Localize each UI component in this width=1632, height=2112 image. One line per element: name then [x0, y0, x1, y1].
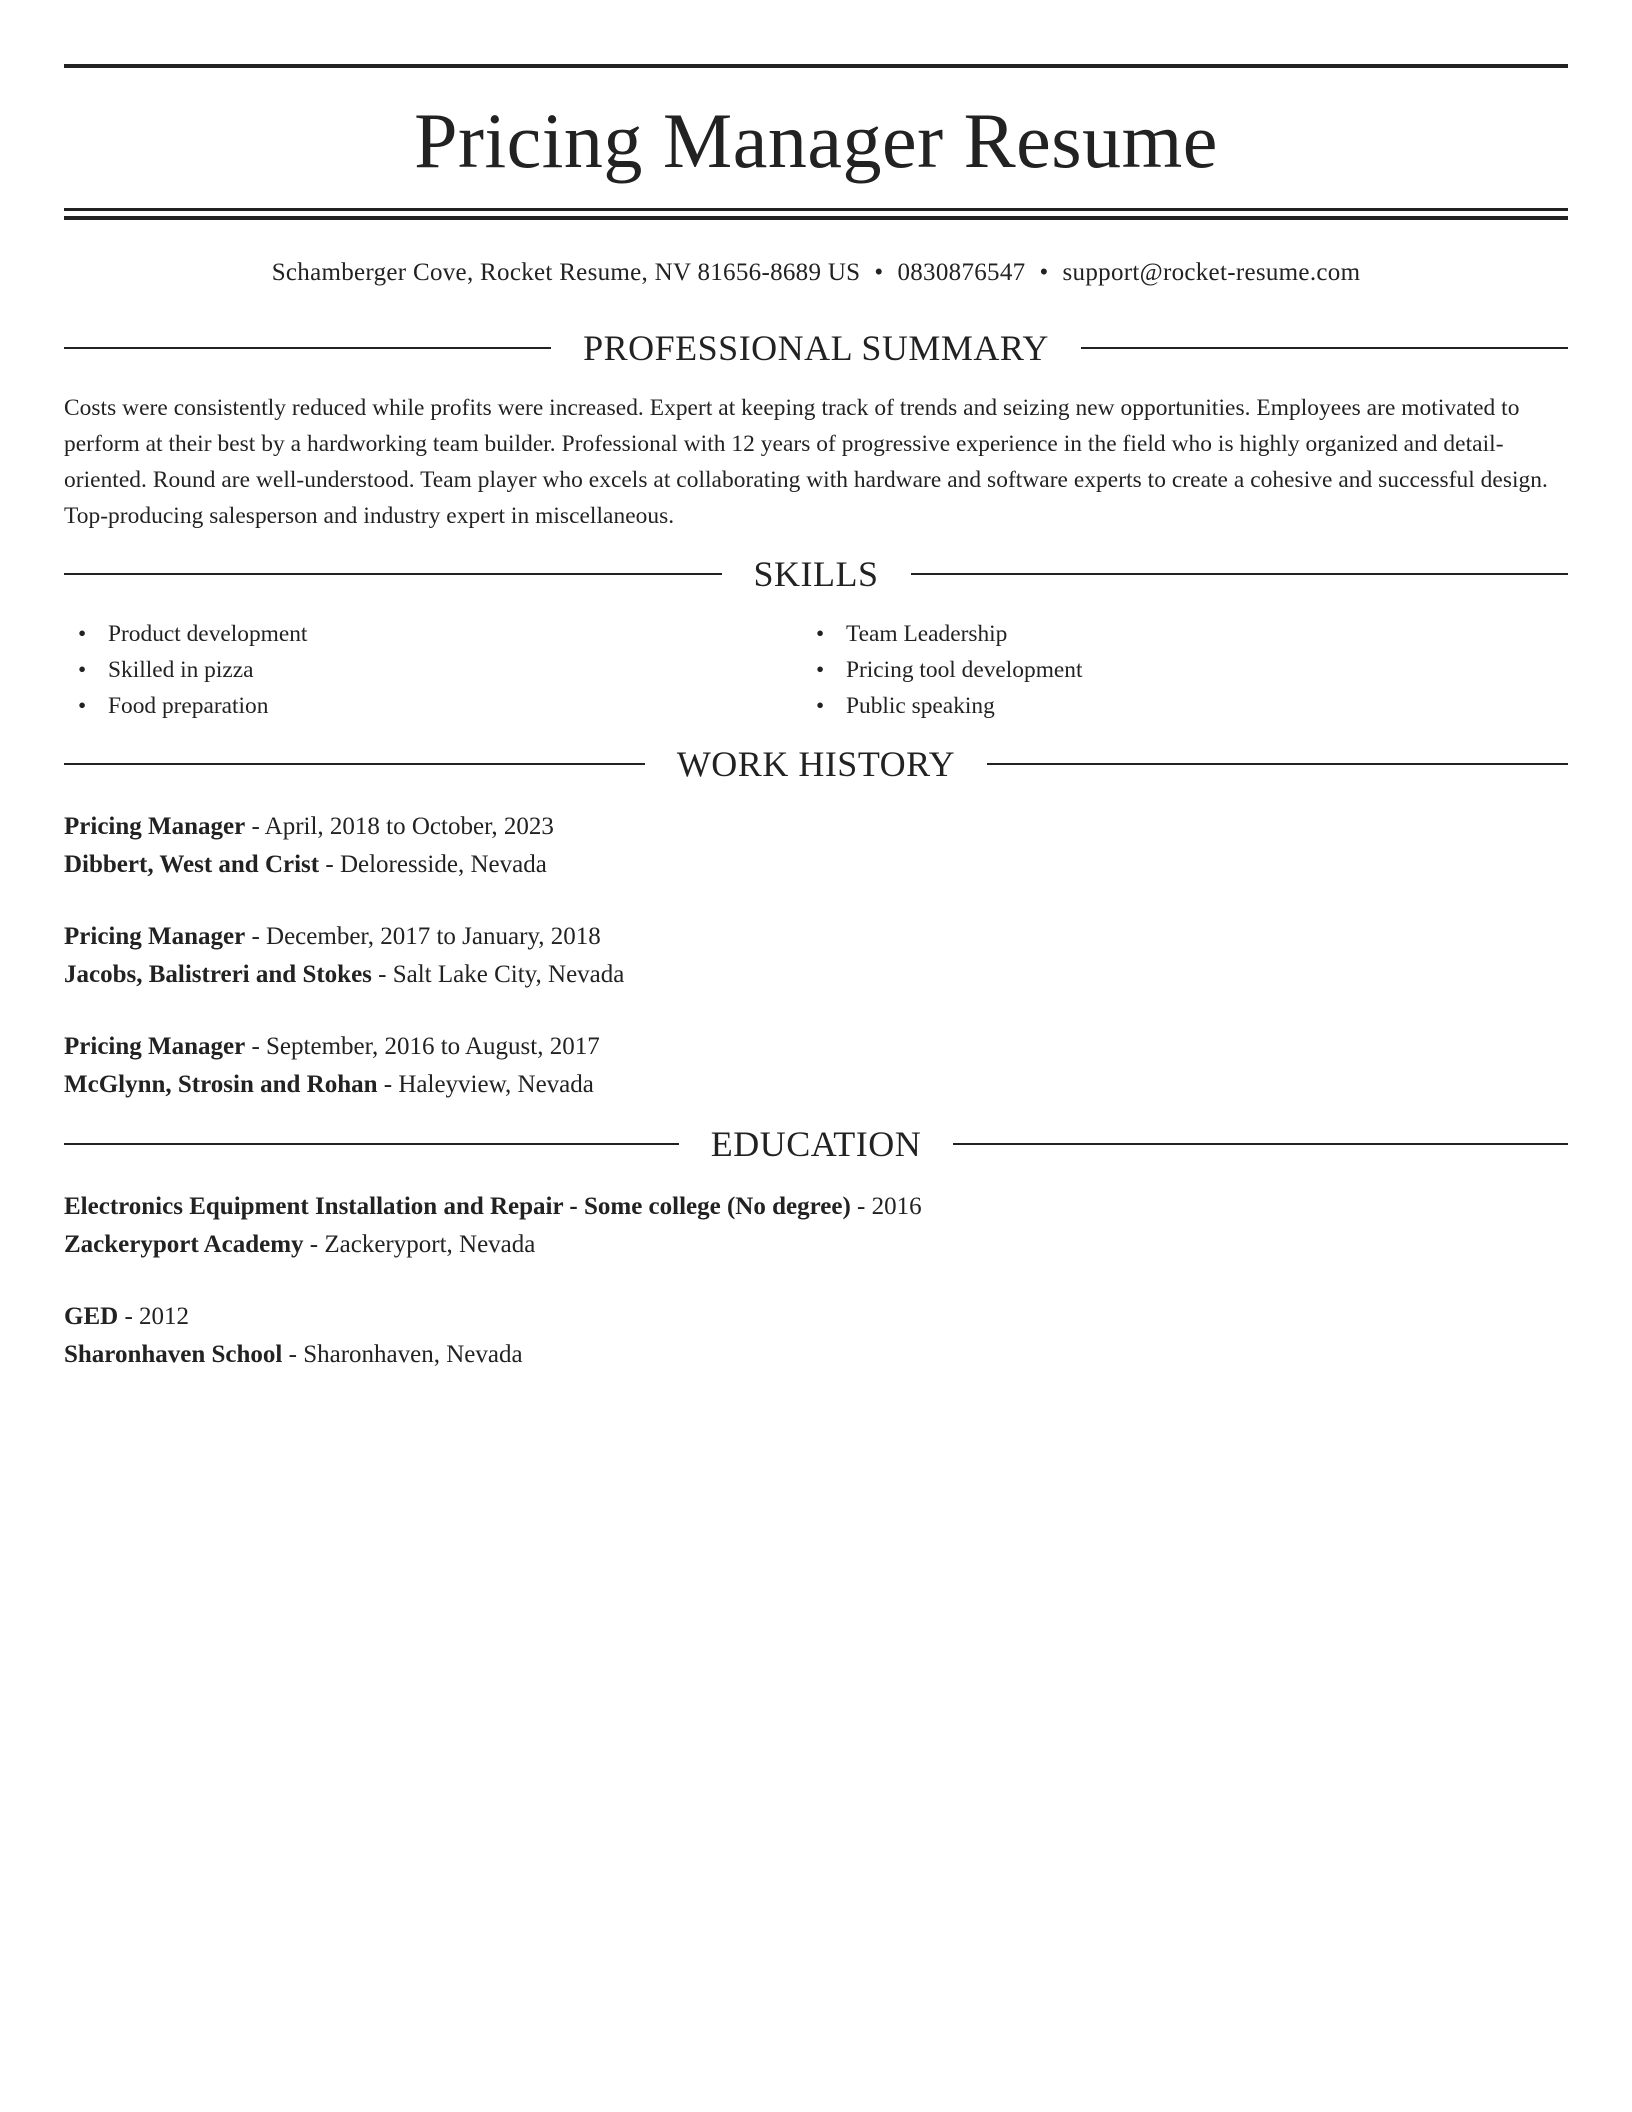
skill-item [64, 616, 816, 652]
dash: - [245, 1033, 267, 1060]
heading-rule-left [64, 573, 722, 575]
summary-heading [64, 328, 1568, 368]
title-double-rule [64, 208, 1568, 220]
heading-rule-right [911, 573, 1569, 575]
skill-item [816, 616, 1568, 652]
job-title: Pricing Manager [64, 1033, 246, 1060]
bullet-icon: • [816, 657, 825, 683]
heading-rule-right [1081, 347, 1568, 349]
education-heading [64, 1124, 1568, 1164]
skills-list [64, 616, 1568, 724]
work-entries [64, 808, 1568, 1104]
contact-separator: • [874, 259, 884, 286]
job-dates: September, 2016 to August, 2017 [266, 1033, 600, 1060]
skills-heading-label: SKILLS [753, 554, 879, 594]
page-title: Pricing Manager Resume [414, 97, 1218, 184]
skill-item [64, 652, 816, 688]
education-entries [64, 1188, 1568, 1374]
degree: GED [64, 1303, 119, 1330]
skills-column-left [64, 616, 816, 724]
job-company-line [64, 1066, 1568, 1104]
job-location: Deloresside, Nevada [339, 851, 547, 878]
degree-line [64, 1298, 1568, 1336]
degree-year: 2016 [871, 1193, 922, 1220]
contact-email: support@rocket-resume.com [1062, 259, 1361, 286]
job-company: Jacobs, Balistreri and Stokes [64, 961, 372, 988]
job-title-line [64, 1028, 1568, 1066]
bullet-icon: • [78, 621, 87, 647]
work-heading-label: WORK HISTORY [676, 744, 956, 784]
heading-rule-right [987, 763, 1568, 765]
summary-heading-label: PROFESSIONAL SUMMARY [583, 328, 1049, 368]
bullet-icon: • [816, 621, 825, 647]
skill-label: Product development [108, 621, 308, 647]
school-location: Zackeryport, Nevada [324, 1231, 536, 1258]
skill-label: Team Leadership [846, 621, 1008, 647]
job-title: Pricing Manager [64, 923, 246, 950]
skill-label: Pricing tool development [846, 657, 1083, 683]
dash: - [282, 1341, 304, 1368]
work-entry [64, 1028, 1568, 1104]
job-dates: April, 2018 to October, 2023 [264, 813, 554, 840]
school-line [64, 1226, 1568, 1264]
degree-line [64, 1188, 1568, 1226]
bullet-icon: • [78, 657, 87, 683]
top-rule [64, 64, 1568, 68]
heading-rule-right [953, 1143, 1568, 1145]
skills-column-right [816, 616, 1568, 724]
job-title-line [64, 808, 1568, 846]
education-entry [64, 1298, 1568, 1374]
dash: - [377, 1071, 399, 1098]
bullet-icon: • [816, 693, 825, 719]
job-company: McGlynn, Strosin and Rohan [64, 1071, 378, 1098]
job-location: Salt Lake City, Nevada [392, 961, 625, 988]
job-location: Haleyview, Nevada [398, 1071, 594, 1098]
skill-label: Public speaking [846, 693, 995, 719]
heading-rule-left [64, 1143, 679, 1145]
degree: Electronics Equipment Installation and Repair - Some college (No degree) [64, 1193, 851, 1220]
dash: - [245, 813, 265, 840]
job-title: Pricing Manager [64, 813, 246, 840]
skill-item [64, 688, 816, 724]
skill-label: Food preparation [108, 693, 269, 719]
dash: - [319, 851, 340, 878]
school-name: Zackeryport Academy [64, 1231, 304, 1258]
work-entry [64, 918, 1568, 994]
heading-rule-left [64, 347, 551, 349]
skill-item [816, 688, 1568, 724]
work-entry [64, 808, 1568, 884]
heading-rule-left [64, 763, 645, 765]
school-name: Sharonhaven School [64, 1341, 283, 1368]
education-heading-label: EDUCATION [710, 1124, 922, 1164]
summary-text: Costs were consistently reduced while profits were increased. Expert at keeping track of trends and seizing new opportunities. Employees are motivated to perform at their best by a hardworking team builder. Professional with 12 years of progressive experience in the field who is highly organized and detail-oriented. Round are well-understood. Team player who excels at collaborating with hardware and software experts to create a cohesive and successful design. Top-producing salesperson and industry expert in miscellaneous. [64, 395, 1548, 529]
work-heading [64, 744, 1568, 784]
contact-line [64, 258, 1568, 288]
skill-label: Skilled in pizza [108, 657, 254, 683]
bullet-icon: • [78, 693, 87, 719]
degree-year: 2012 [139, 1303, 190, 1330]
skills-heading [64, 554, 1568, 594]
job-dates: December, 2017 to January, 2018 [266, 923, 601, 950]
job-company: Dibbert, West and Crist [64, 851, 320, 878]
contact-separator: • [1039, 259, 1049, 286]
education-entry [64, 1188, 1568, 1264]
job-title-line [64, 918, 1568, 956]
skill-item [816, 652, 1568, 688]
dash: - [371, 961, 393, 988]
job-company-line [64, 846, 1568, 884]
dash: - [118, 1303, 140, 1330]
school-line [64, 1336, 1568, 1374]
job-company-line [64, 956, 1568, 994]
contact-address: Schamberger Cove, Rocket Resume, NV 81656-8689 US [271, 259, 861, 286]
dash: - [850, 1193, 872, 1220]
dash: - [245, 923, 267, 950]
school-location: Sharonhaven, Nevada [303, 1341, 523, 1368]
contact-phone: 0830876547 [897, 259, 1026, 286]
dash: - [303, 1231, 325, 1258]
